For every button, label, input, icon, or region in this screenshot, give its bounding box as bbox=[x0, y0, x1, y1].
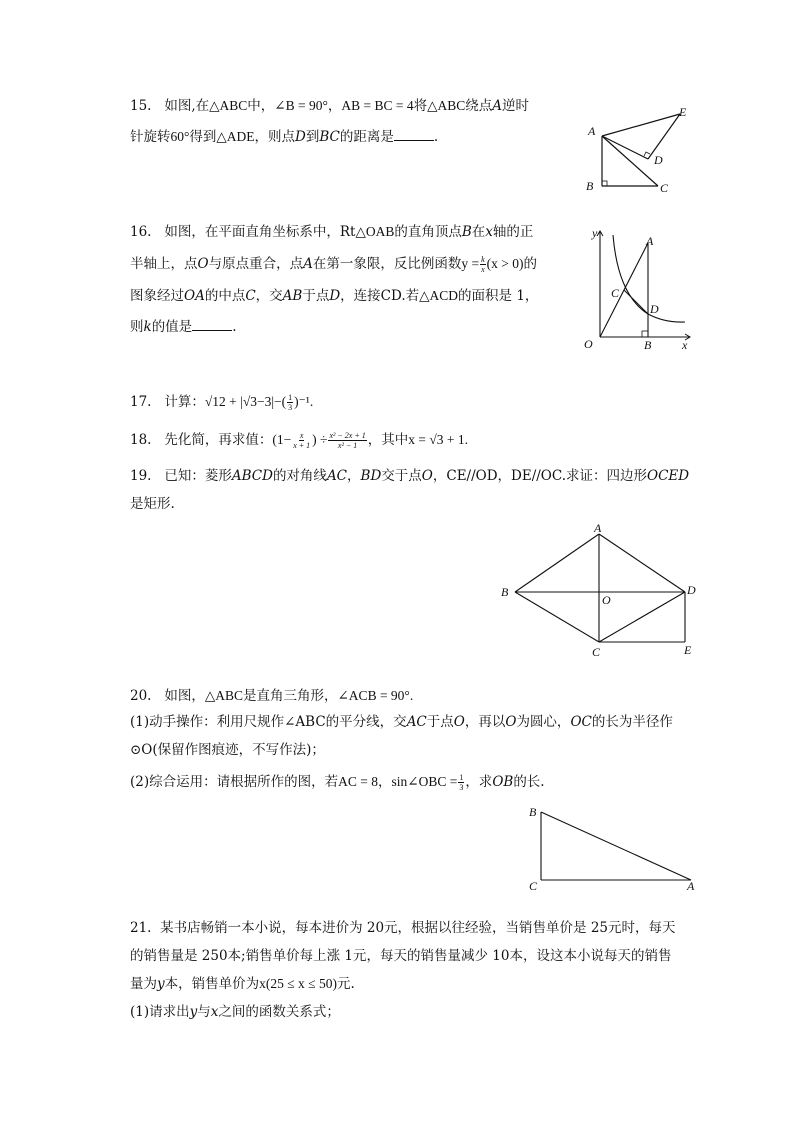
fig20-label-C: C bbox=[529, 879, 538, 893]
fig19-label-B: B bbox=[501, 585, 509, 599]
fig16-label-A: A bbox=[646, 234, 654, 248]
one-third-fraction: $\frac{1}{3}$ bbox=[288, 393, 293, 412]
fig19-label-E: E bbox=[684, 643, 692, 657]
answer-blank bbox=[394, 126, 434, 141]
fig19-label-C: C bbox=[592, 645, 601, 659]
figure-20 bbox=[525, 800, 705, 895]
figure-16 bbox=[570, 225, 695, 355]
fig16-label-x: x bbox=[682, 338, 688, 352]
q16-line-3: 图象经过OA的中点C，交AB于点D，连接CD.若△ACD的面积是 1， bbox=[130, 288, 539, 304]
answer-blank bbox=[192, 316, 232, 331]
fig15-label-C: C bbox=[660, 181, 669, 195]
q21-line-1: 21. 某书店畅销一本小说，每本进价为 20元，根据以往经验，当销售单价是 25元时，每天 bbox=[130, 920, 676, 936]
q21-line-2: 的销售量是 250本;销售单价每上涨 1元，每天的销售量减少 10本，设这本小说每天的销售 bbox=[130, 948, 672, 964]
q21-line-4: (1)请求出y与x之间的函数关系式； bbox=[130, 1004, 340, 1020]
q17-line: 17. 计算：√12 + |√3−3|−( $\frac{1}{3}$ )⁻¹. bbox=[130, 393, 314, 412]
q20-line-2: (1)动手操作：利用尺规作∠ABC的平分线，交AC于点O，再以O为圆心，OC的长为半径作 bbox=[130, 714, 673, 730]
x-over-x-plus-1: $\frac{x}{x + 1}$ bbox=[293, 431, 311, 450]
fig20-label-B: B bbox=[529, 805, 537, 819]
fig15-label-E: E bbox=[679, 105, 687, 119]
figure-15 bbox=[580, 100, 690, 200]
q15-line-1: 15. 如图,在△ABC中，∠B = 90°，AB = BC = 4将△ABC绕点A逆时 bbox=[130, 98, 530, 114]
fig15-label-A: A bbox=[588, 124, 596, 138]
one-third-fraction: $\frac{1}{3}$ bbox=[459, 773, 464, 792]
quadratic-fraction: $\frac{\text{x² − 2x + 1}}{\text{x² − 1}}$ bbox=[329, 431, 366, 450]
figure-19 bbox=[495, 520, 705, 665]
fig19-label-O: O bbox=[602, 593, 611, 607]
fig15-label-D: D bbox=[654, 153, 663, 167]
fig20-label-A: A bbox=[687, 879, 695, 893]
k-over-x: $\frac{k}{x}$ bbox=[481, 255, 485, 274]
fig16-label-B: B bbox=[644, 338, 652, 352]
fig15-label-B: B bbox=[586, 179, 594, 193]
fig16-label-C: C bbox=[611, 286, 620, 300]
q21-line-3: 量为y本，销售单价为x(25 ≤ x ≤ 50)元. bbox=[130, 976, 355, 992]
q19-line-1: 19. 已知：菱形ABCD的对角线AC，BD交于点O，CE//OD，DE//OC.求证：四边形OCED bbox=[130, 468, 690, 484]
fig16-label-y: y bbox=[592, 226, 598, 240]
q16-line-4: 则k的值是 . bbox=[130, 316, 236, 337]
fig19-label-D: D bbox=[687, 583, 696, 597]
q15-line-2: 针旋转60°得到△ADE，则点D到BC的距离是 . bbox=[130, 126, 438, 147]
q20-line-4: (2)综合运用：请根据所作的图，若AC = 8，sin∠OBC = $\frac{1}{3}$ ，求OB的长. bbox=[130, 773, 545, 792]
fig19-label-A: A bbox=[594, 521, 602, 535]
q20-line-3: ⊙O(保留作图痕迹，不写作法)； bbox=[130, 742, 325, 758]
fig16-label-D: D bbox=[650, 302, 659, 316]
q18-line: 18. 先化简，再求值：(1− $\frac{x}{x + 1}$ ) ÷ $\frac{\text{x² − 2x + 1}}{\text{x² − 1}}$ ，其中x = √3 + 1. bbox=[130, 431, 469, 450]
q19-line-2: 是矩形. bbox=[130, 496, 175, 512]
q16-line-1: 16. 如图，在平面直角坐标系中，Rt△OAB的直角顶点B在x轴的正 bbox=[130, 224, 534, 240]
q20-line-1: 20. 如图，△ABC是直角三角形，∠ACB = 90°. bbox=[130, 688, 414, 704]
fig16-label-O: O bbox=[584, 337, 593, 351]
q16-line-2: 半轴上，点O与原点重合，点A在第一象限，反比例函数y = $\frac{k}{x}$ (x > 0)的 bbox=[130, 255, 537, 274]
